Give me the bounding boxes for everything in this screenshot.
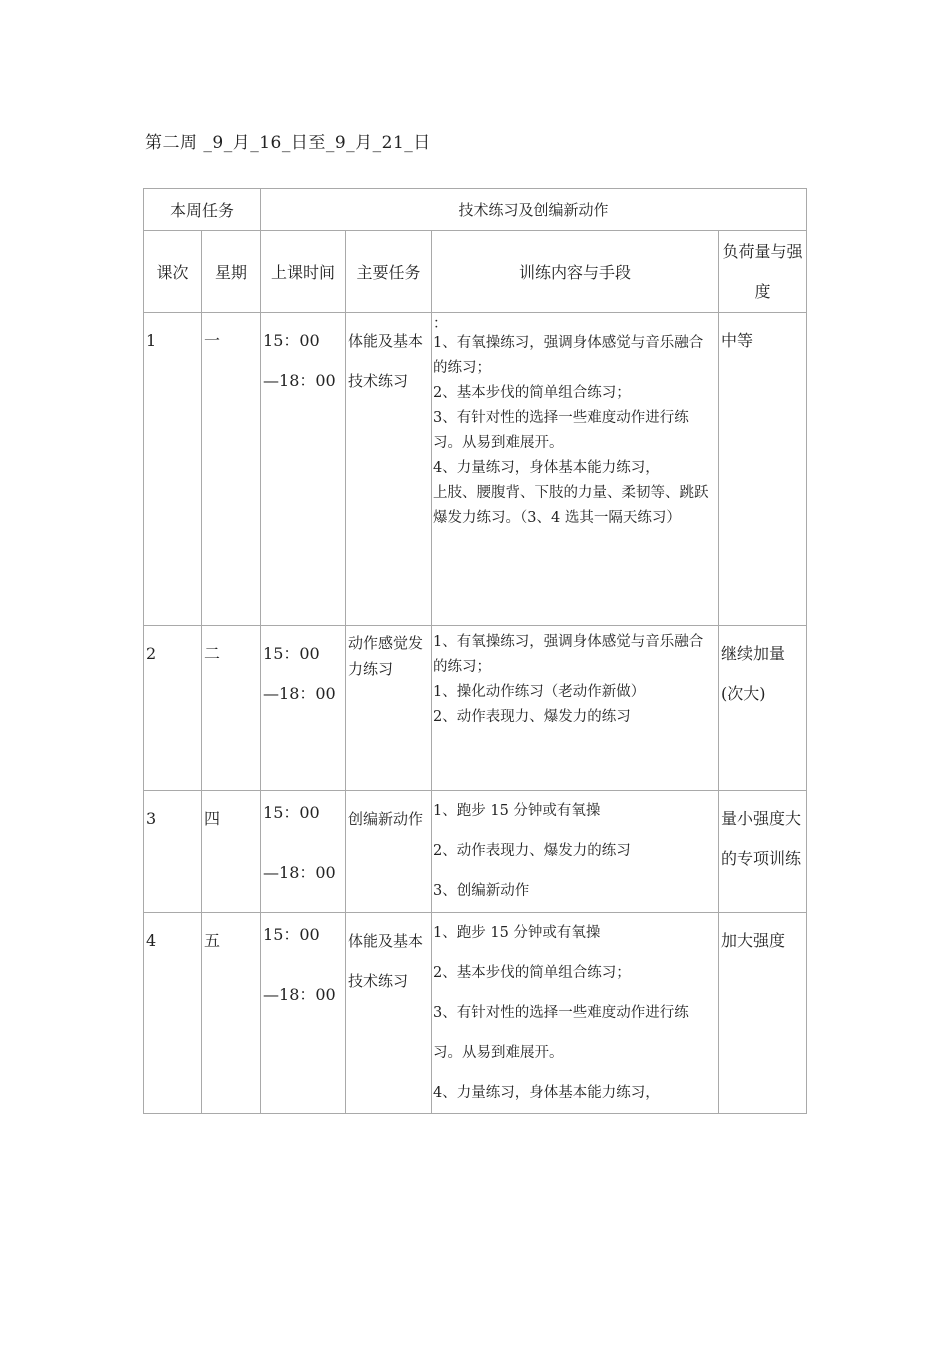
- class-time: [261, 791, 345, 888]
- load-intensity: 继续加量(次大): [721, 644, 786, 703]
- content-line: ：: [433, 316, 448, 332]
- lesson-number: 2: [146, 644, 157, 663]
- table-row: [144, 791, 807, 913]
- content-line: 1、有氧操练习，强调身体感觉与音乐融合的练习；: [433, 335, 704, 376]
- content-line: 2、动作表现力、爆发力的练习: [433, 709, 631, 725]
- main-task: 体能及基本技术练习: [348, 932, 424, 990]
- col-header-task: 主要任务: [346, 231, 432, 313]
- time-end: —18：00: [263, 371, 336, 390]
- class-time: [261, 313, 345, 401]
- col-header-lesson: 课次: [144, 231, 202, 313]
- content-line: 1、跑步 15 分钟或有氧操: [433, 925, 601, 941]
- training-content: [432, 913, 718, 1113]
- main-task: 体能及基本技术练习: [348, 332, 424, 390]
- lesson-number: 1: [146, 331, 157, 350]
- time-start: 15：00: [263, 644, 320, 663]
- time-end: —18：00: [263, 863, 336, 882]
- col-header-time: 上课时间: [261, 231, 346, 313]
- time-end: —18：00: [263, 985, 336, 1004]
- lesson-number: 4: [146, 931, 157, 950]
- week-heading: 第二周 _9_月_16_日至_9_月_21_日: [145, 133, 431, 153]
- content-line: 4、力量练习，身体基本能力练习，: [433, 1085, 660, 1101]
- content-line: 1、有氧操练习，强调身体感觉与音乐融合的练习；: [433, 634, 704, 675]
- lesson-number: 3: [146, 809, 157, 828]
- content-line: 3、有针对性的选择一些难度动作进行练习。从易到难展开。: [433, 410, 689, 451]
- weekday: 五: [204, 931, 221, 950]
- col-header-load: 负荷量与强度: [719, 231, 807, 313]
- class-time: [261, 626, 345, 714]
- main-task: 动作感觉发力练习: [348, 634, 424, 678]
- table-row: [144, 913, 807, 1114]
- training-content: [432, 626, 718, 730]
- week-task-row: [144, 189, 807, 231]
- content-line: 1、跑步 15 分钟或有氧操: [433, 803, 601, 819]
- load-intensity: 中等: [721, 331, 754, 350]
- col-header-content: 训练内容与手段: [432, 231, 719, 313]
- training-content: [432, 791, 718, 911]
- time-start: 15：00: [263, 331, 320, 350]
- load-intensity: 量小强度大的专项训练: [721, 809, 802, 868]
- time-start: 15：00: [263, 925, 320, 944]
- class-time: [261, 913, 345, 1010]
- content-line: 2、基本步伐的简单组合练习；: [433, 385, 631, 401]
- load-intensity: 加大强度: [721, 931, 786, 950]
- week-task-label: 本周任务: [144, 189, 261, 231]
- time-start: 15：00: [263, 803, 320, 822]
- week-task-value: 技术练习及创编新动作: [261, 189, 807, 231]
- weekday: 四: [204, 809, 221, 828]
- header-row: [144, 231, 807, 313]
- content-line: 4、力量练习，身体基本能力练习，: [433, 460, 660, 476]
- content-line: 3、有针对性的选择一些难度动作进行练习。从易到难展开。: [433, 1005, 689, 1061]
- weekday: 一: [204, 331, 221, 350]
- content-line: 上肢、腰腹背、下肢的力量、柔韧等、跳跃爆发力练习。（3、4 选其一隔天练习）: [433, 485, 709, 526]
- col-header-weekday: 星期: [202, 231, 261, 313]
- content-line: 3、创编新动作: [433, 883, 530, 899]
- training-schedule-table: [143, 188, 807, 1114]
- training-content: [432, 313, 718, 531]
- weekday: 二: [204, 644, 221, 663]
- content-line: 2、基本步伐的简单组合练习；: [433, 965, 631, 981]
- table-row: [144, 313, 807, 626]
- time-end: —18：00: [263, 684, 336, 703]
- content-line: 1、操化动作练习（老动作新做）: [433, 684, 646, 700]
- table-row: [144, 626, 807, 791]
- main-task: 创编新动作: [348, 810, 424, 828]
- content-line: 2、动作表现力、爆发力的练习: [433, 843, 631, 859]
